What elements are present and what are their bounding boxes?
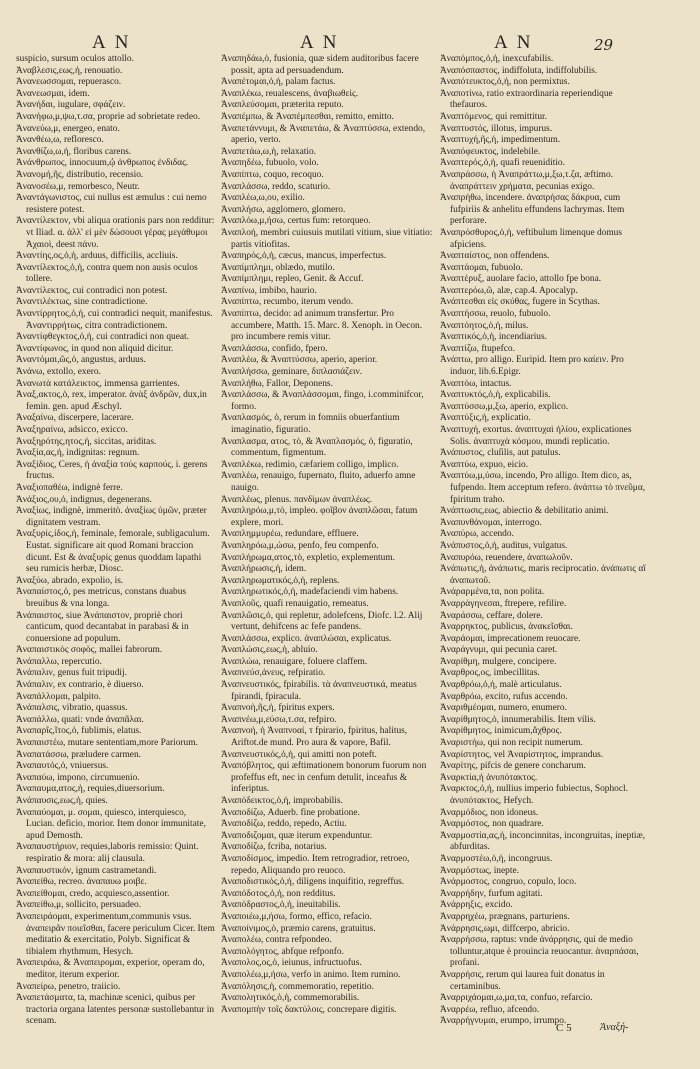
dictionary-entry: Ἀναπτερός,ὁ,ἡ, quafi reueniditio. xyxy=(440,158,565,169)
dictionary-entry: Ἀναπτυστός, illotus, impurus. xyxy=(440,123,553,134)
dictionary-entry: Ἀναπληρωματικός,ὁ,ἡ, replens. xyxy=(221,575,340,586)
dictionary-entry: Ἀναπαίστος,ὁ, pes metricus, constans duabus breuibus & vna longa. xyxy=(16,587,187,609)
dictionary-entry: Ἀναπαυστήριον, requies,laboris remissio: Quint. respiratio & mora: alij clausula. xyxy=(16,842,199,864)
dictionary-entry: Ἀναπηρός,ὁ,ἡ, cæcus, mancus, imperfectus. xyxy=(221,251,387,262)
dictionary-entry: Ἀναποίνιμος,ὁ, præmio carens, gratuitus. xyxy=(221,923,376,934)
dictionary-entry: Ἀναπνεύσ,ἀνευς, refpiratio. xyxy=(221,668,326,679)
dictionary-entry: Ἀναπρόσθυρος,ὁ,ἡ, veftibulum limenque domus afpiciens. xyxy=(440,227,622,250)
dictionary-entry: Ἀναπότευκτος,ὁ,ἡ, non permixtus. xyxy=(440,77,570,88)
dictionary-entry: Ἀναπλώω, renauigare, foluere claffem. xyxy=(221,656,368,667)
dictionary-entry: Ἀνάνθρωπος, innocuum,ᾧ ἀνθρωπος ἐνδιδας. xyxy=(16,158,189,169)
dictionary-entry: Ἀναπέμπω, & Ἀναπέμπεσθαι, remitto, emitto. xyxy=(221,111,394,122)
dictionary-entry: Ἀναρκτία,ἡ ἀνυπότακτος. xyxy=(440,772,538,783)
dictionary-entry: Ἀναντόμαι,ῶς,ὁ, angustus, arduus. xyxy=(16,355,146,366)
dictionary-entry: Ἀναπλάσσω, & Ἀναπλάσσομαι, fingo, i.comminifcor, formo. xyxy=(221,390,424,412)
dictionary-entry: Ἀναπνευστικός,ὁ,ἡ, qui amitti non poteft. xyxy=(221,749,377,760)
column-left xyxy=(16,54,216,1044)
dictionary-entry: Ἀναπλήσω, agglomero, glomero. xyxy=(221,204,346,215)
page-number: 29 xyxy=(594,36,614,54)
dictionary-entry: Ἀνάπτεσθαι εἰς σκύθας, fugere in Scythas. xyxy=(440,297,600,308)
dictionary-entry: Ἀναπάλλω, quati: vnde ἀναπᾶλαι. xyxy=(16,714,144,725)
dictionary-entry: Ἀνανεύω,μ, energeo, enato. xyxy=(16,123,120,134)
dictionary-entry: Ἀναντιλέκτως, sine contradictione. xyxy=(16,297,148,308)
catchword: Ἀναξή- xyxy=(600,1022,629,1033)
dictionary-entry: Ἀναπόδεικτος,ὁ,ἡ, improbabilis. xyxy=(221,796,343,806)
dictionary-entry: Ἀναρμόστος, non quadrare. xyxy=(440,819,544,830)
dictionary-entry: Ἀναπτόητος,ὁ,ἡ, milus. xyxy=(440,320,529,331)
dictionary-entry: suspicio, sursum oculos attollo. xyxy=(16,54,134,64)
dictionary-entry: Ἀναρμοστέω,ὁ,ἡ, incongruus. xyxy=(440,853,553,864)
dictionary-entry: Ἀναπτικός,ὁ,ἡ, incendiarius. xyxy=(440,332,547,343)
dictionary-entry: Ἀναρθρος,ος, imbecillitas. xyxy=(440,668,540,679)
dictionary-entry: Ἀνάπτω, pro alligo. Euripid. Item pro καίειν. Pro induor, lib.6.Epigr. xyxy=(440,355,624,378)
dictionary-entry: Ἀνάρρηξις, excido. xyxy=(440,900,513,911)
dictionary-entry: Ἀναποιέω,μ,ήσω, formo, effico, refacio. xyxy=(221,911,372,922)
dictionary-entry: Ἀναπτυκτός,ὁ,ἡ, explicabilis. xyxy=(440,390,551,401)
dictionary-entry: Ἀναξία,ας,ἡ, indignitas: regnum. xyxy=(16,448,140,459)
dictionary-entry: Ἀναρρηχέω, prægnans, parturiens. xyxy=(440,911,570,922)
dictionary-entry: Ἀναπτόμενος, qui remittitur. xyxy=(440,111,547,122)
dictionary-entry: Ἀναπλημμυρέω, redundare, effluere. xyxy=(221,529,359,540)
dictionary-entry: Ἀναντίλεκτος,ὁ,ἡ, contra quem non ausis oculos tollere. xyxy=(16,262,198,285)
dictionary-entry: Ἀναρρήδην, furfum agitati. xyxy=(440,888,543,899)
dictionary-entry: Ἀναπτέρυξ, auolare facio, attollo fpe bona. xyxy=(440,274,602,285)
dictionary-entry: Ἀναρίθμητος,ὁ, innumerabilis. Item vilis. xyxy=(440,714,596,725)
dictionary-entry: Ἀναπαρῖς,ῖτος,ὁ, fublimis, elatus. xyxy=(16,726,142,737)
dictionary-entry: Ἀναρριχάομαι,ω,μα,τα, confuo, refarcio. xyxy=(440,993,593,1004)
dictionary-entry: Ἀναπλῶσις,ὁ, qui repletur, adolefcens, Diofc. l.2. Alij vertunt, dehifcens ac fefe pandens. xyxy=(221,610,423,633)
dictionary-entry: Ἀναπλοῦς, quafi renauigatio, remeatus. xyxy=(221,598,369,609)
dictionary-entry: Ἀναπτίζω, ftupefco. xyxy=(440,343,515,354)
dictionary-entry: Ἀναπλήρωσις,ἡ, idem. xyxy=(221,564,307,575)
dictionary-entry: Ἀναπείρω, penetro, traiicio. xyxy=(16,981,121,992)
dictionary-entry: Ἀναπλάσσω, explico. ἀναπλώσαι, explicatus. xyxy=(221,633,392,644)
dictionary-entry: Ἀναπίπτω, recumbo, iterum vendo. xyxy=(221,297,354,308)
dictionary-entry: Ἀνάνω, extollo, exero. xyxy=(16,367,101,378)
running-head-center: AN xyxy=(300,32,346,53)
signature-mark: C 5 xyxy=(556,1022,572,1034)
dictionary-entry: Ἀνάραρμένα,τα, non polita. xyxy=(440,587,545,598)
dictionary-entry: Ἀναπλέως, plenus. πανδίμων ἀναπλέως. xyxy=(221,494,372,505)
dictionary-entry: Ἀναπληρόω,μ,τὸ, impleo. φοῖβον ἀναπλῶσαι, fatum explere, mori. xyxy=(221,506,418,528)
dictionary-entry: Ἀναπαυτός,ὁ, vniuersus. xyxy=(16,761,109,772)
dictionary-entry: Ἀναπυνθάνομαι, interrogo. xyxy=(440,517,542,528)
dictionary-entry: Ἀναξηραίνω, adsicco, exicco. xyxy=(16,425,128,435)
dictionary-entry: Ἀναπάλλομαι, palpito. xyxy=(16,691,101,702)
dictionary-entry: Ἀναπλάσσω, reddo, scaturio. xyxy=(221,181,331,192)
dictionary-entry: Ἀναρρήσσω, raptus: vnde ἀνάρρησις, qui de medio tolluntur,atque è prouincia reuocantur. ἀναρπάσαι, profani. xyxy=(440,935,639,969)
dictionary-entry: Ἀναπλήρωμα,ατος,τὸ, expletio, explementum. xyxy=(221,552,395,563)
dictionary-entry: Ἀνάξιος,ου,ὁ, indignus, degenerans. xyxy=(16,494,152,505)
dictionary-entry: Ἀναπτάομαι, fubuolo. xyxy=(440,262,523,273)
dictionary-entry: Ἀναπλοή, membri cuiusuis mutilati vitium, siue vitiatio: partis vitiofitas. xyxy=(221,227,433,250)
dictionary-entry: Ἀνανεωσμαι, idem. xyxy=(16,88,90,99)
dictionary-entry: Ἀναποτίνω, ratio extraordinaria reperiendique thefauros. xyxy=(440,88,613,111)
dictionary-entry: Ἀναντίφωνος, in quod non aliquid dicitur. xyxy=(16,343,174,354)
dictionary-entry: Ἀναπέτομαι,ὁ,ἡ, palam factus. xyxy=(221,77,336,88)
dictionary-entry: Ἀναπτύσσω,μ,ξω, aperio, explico. xyxy=(440,401,569,412)
dictionary-entry: Ἀναποδίσμος, impedio. Item retrogradior, retroeo, repedo, Aliquando pro reuoco. xyxy=(221,853,410,876)
dictionary-entry: Ἀναρθρόω,ὁ,ἡ, malè articulatus. xyxy=(440,680,562,691)
dictionary-entry: Ἀνανεωσσομαι, repuerasco. xyxy=(16,77,122,88)
dictionary-entry: Ἀναπίμπλημι, oblædo, mutilo. xyxy=(221,262,335,273)
dictionary-entry: Ἀναπολος,ος,ὁ, ieiunus, infructuofus. xyxy=(221,958,362,969)
dictionary-entry: Ἀναριθμέομαι, numero, enumero. xyxy=(440,703,567,714)
dictionary-entry: Ἀναπόφευκτος, indelebile. xyxy=(440,146,541,157)
dictionary-entry: Ἀνάπαλιν, genus fuit tripudij. xyxy=(16,668,127,679)
dictionary-entry: Ἀναπετάω,ω,ἡ, relaxatio. xyxy=(221,146,317,157)
dictionary-entry: Ἀνανήφω,μ,ψω,τ.σα, proprie ad sobrietate redeo. xyxy=(16,111,201,122)
dictionary-entry: Ἀναπτυχή,ῆς,ἡ, impedimentum. xyxy=(440,135,561,146)
dictionary-entry: Ἀναπόδοτος,ὁ,ἡ, non redditus. xyxy=(221,888,336,899)
dictionary-entry: Ἀνανοσέω,μ, remorbesco, Neutr. xyxy=(16,181,140,192)
dictionary-entry: Ἀναπνέω,μ,εύσω,τ.σα, refpiro. xyxy=(221,714,337,725)
dictionary-entry: Ἀναποδίζω, fcriba, notarius. xyxy=(221,842,327,853)
dictionary-entry: Ἀναπλέω,ω,ου, exilio. xyxy=(221,193,305,204)
dictionary-entry: Ἀνάπαλλω, repercutio. xyxy=(16,656,102,667)
dictionary-entry: Ἀνανωτὰ κατάλεικτος, immensa garrientes. xyxy=(16,378,180,389)
dictionary-entry: Ἀναρμόδιος, non idoneus. xyxy=(440,807,539,818)
dictionary-entry: Ἀναξιοπαθέω, indignè ferre. xyxy=(16,482,123,493)
dictionary-entry: Ἀναπαυστικόν, ignum castrametandi. xyxy=(16,865,157,876)
dictionary-entry: Ἀνάπυστος,ὁ,ἡ, auditus, vulgatus. xyxy=(440,540,568,551)
dictionary-entry: Ἀναπετάννυμι, & Ἀναπετάω, & Ἀναπτύσσω, extendo, aperio, verto. xyxy=(221,123,426,146)
dictionary-entry: Ἀνανομή,ῆς, distributio, recensio. xyxy=(16,169,144,180)
dictionary-entry: Ἀναντάγωνιστος, cui nullus est æmulus : cui nemo resistere potest. xyxy=(16,193,207,215)
dictionary-entry: Ἀναπτήσσω, reuolo, fubuolo. xyxy=(440,309,551,320)
dictionary-entry: Ἀναξύω, abrado, expolio, is. xyxy=(16,575,124,586)
dictionary-entry: Ἀναρθρόω, excito, rufus accendo. xyxy=(440,691,568,702)
dictionary-entry: Ἀναπύρω, accendo. xyxy=(440,529,514,540)
dictionary-entry: Ἀναξίως, indignè, immeritò. ἀναξίως ὑμῶν, præter dignitatem vestram. xyxy=(16,506,207,528)
dictionary-entry: Ἀναρίθμη, mulgere, concipere. xyxy=(440,656,557,667)
dictionary-entry: Ἀναπλήθω, Fallor, Deponens. xyxy=(221,378,333,389)
dictionary-entry: Ἀναπυρόω, reuendere, ἀναπωλοῦν. xyxy=(440,552,573,563)
dictionary-entry: Ἀναξηρότης,ητος,ἡ, siccitas, ariditas. xyxy=(16,436,157,447)
dictionary-entry: Ἀναπτόω, intactus. xyxy=(440,378,512,389)
dictionary-entry: Ἀναράσσω, ceffare, dolere. xyxy=(440,610,543,621)
dictionary-entry: Ἀναράγνυμι, qui pecunia caret. xyxy=(440,645,558,656)
dictionary-entry: Ἀναπαυμα,ατος,ἡ, requies,diuersorium. xyxy=(16,784,165,795)
dictionary-entry: Ἀναπτερόω,ῶ, alæ, cap.4. Apocalyp. xyxy=(440,285,578,296)
dictionary-entry: Ἀναπλασμα, ατος, τὸ, & Ἀναπλασμός, ὁ, figuratio, commentum, figmentum. xyxy=(221,436,413,459)
dictionary-entry: Ἀναπαύομαι, μ. σομαι, quiesco, interquiesco, Lucian. deficio, morior. Item donor immunitate, apud Demosth. xyxy=(16,807,206,841)
dictionary-entry: Ἀναπταίστος, non offendens. xyxy=(440,251,550,262)
dictionary-entry: Ἀναρίστητος, vel Ἀναρίστητος, imprandus. xyxy=(440,749,604,760)
dictionary-entry: Ἀνάρρησις,ωμι, diffcerpo, abricio. xyxy=(440,923,570,934)
dictionary-entry: Ἀναπόδραστος,ὁ,ἡ, ineuitabilis. xyxy=(221,900,341,911)
dictionary-entry: Ἀναπίπτω, coquo, recoquo. xyxy=(221,169,324,180)
dictionary-entry: Ἀναρκτος,ὁ,ἡ, nullius imperio fubiectus, Sophocl. ἀνυπότακτος, Hefych. xyxy=(440,784,628,806)
dictionary-entry: Ἀναβλεσις,εως,ἡ, renouatio. xyxy=(16,65,123,76)
dictionary-entry: Ἀνάπαυσις,εως,ἡ, quies. xyxy=(16,796,108,806)
dictionary-entry: Ἀναξαίνω, discerpere, lacerare. xyxy=(16,413,134,424)
dictionary-entry: Ἀναπίνω, imbibo, haurio. xyxy=(221,285,317,296)
page-footer xyxy=(0,1022,700,1042)
dictionary-entry: Ἀναπατάσσω, præludere carmen. xyxy=(16,749,141,760)
dictionary-entry: Ἀναπλάσσω, confido, fpero. xyxy=(221,343,328,354)
dictionary-entry: Ἀναξίδιος, Ceres, ἡ ἀναξία τούς καρπούς, i. gerens fructus. xyxy=(16,459,208,482)
dictionary-entry: Ἀναπηδάω,ὁ, fusionia, quæ sidem auditoribus facere possit, apta ad persuadendum. xyxy=(221,54,419,76)
dictionary-entry: Ἀναπτυχή, exortus. ἀναπτυχαὶ ἡλίου, explicationes Solis. ἀναπτυχὰ κόσμου, mundi replicatio. xyxy=(440,425,632,447)
dictionary-entry: Ἀναρίθμητος, inimicum,ἄχθρος. xyxy=(440,726,562,737)
dictionary-entry: Ἀνάπαλσις, vibratio, quassus. xyxy=(16,703,128,714)
dictionary-entry: Ἀναπίμπλημι, repleo, Genit. & Accuf. xyxy=(221,274,364,285)
dictionary-entry: Ἀναρράγηνεσαι, ftrepere, refilire. xyxy=(440,598,567,609)
dictionary-entry: Ἀναπλασμός, ὁ, rerum in fomniis obuerfantium imaginatio, figuratio. xyxy=(221,413,400,435)
column-middle xyxy=(221,54,433,1044)
dictionary-entry: Ἀναπλέκω, redimio, cæfariem colligo, implico. xyxy=(221,459,399,470)
dictionary-entry: Ἀναπλέκω, reualescens, ἀναβιωθεὶς. xyxy=(221,88,359,99)
dictionary-entry: Ἀναράομαι, imprecationem reuocare. xyxy=(440,633,581,644)
dictionary-entry: Ἀνανθέω,ω, refloresco. xyxy=(16,135,104,146)
dictionary-entry: Ἀναπειράομαι, experimentum,communis vsus. ἀναπειρᾶν ποιεῖσθαι, facere periculum Cicer. Item meditatio & exercitatio, Polyb. Significat & tibialem rhythmum, Hesych. xyxy=(16,911,215,957)
dictionary-entry: Ἀναντίρρητος,ὁ,ἡ, cui contradici nequit, manifestus. Ἀναντιρρήτως, citra contradictionem. xyxy=(16,309,213,331)
dictionary-entry: Ἀναπτύω, expuo, eicio. xyxy=(440,459,529,470)
dictionary-entry: Ἀναπαιστικὸς σοφὸς, mallei fabrorum. xyxy=(16,645,163,656)
dictionary-entry: Ἀναπληρόω,μ,ώσω, penfo, feu compenfo. xyxy=(221,540,379,551)
dictionary-entry: Ἀναποδιζομαι, quæ iterum expenduntur. xyxy=(221,830,373,841)
dictionary-columns xyxy=(16,54,688,1044)
dictionary-entry: Ἀναξ,ακτος,ὁ, rex, imperator. ἀνὰξ ἀνδρῶν, dux,in femin. gen. apud Æschyl. xyxy=(16,390,207,412)
running-head-right: AN xyxy=(494,32,540,53)
dictionary-entry: Ἀναπλέω, renauigo, fupernato, fluito, aduerfo amne nauigo. xyxy=(221,471,416,493)
dictionary-entry: Ἀναπλέω, & Ἀναπτύσσω, aperio, aperior. xyxy=(221,355,378,366)
dictionary-entry: Ἀναπαύω, impono, circumuenio. xyxy=(16,772,140,783)
dictionary-entry: Ἀναπολόγητος, abfque refponfo. xyxy=(221,946,344,957)
dictionary-entry: Ἀναρμόστως, inepte. xyxy=(440,865,519,876)
dictionary-entry: Ἀναπτύξις,ἡ, explicatio. xyxy=(440,413,531,424)
dictionary-entry: Ἀναπληρωτικός,ὁ,ἡ, madefaciendi vim habens. xyxy=(221,587,399,598)
dictionary-entry: Ἀναπείθω, recreo. ἀναπαυω μοιβε. xyxy=(16,877,147,888)
dictionary-entry: Ἀναπετάσματα, ta, machinæ scenici, quibus per tractoria organa latentes personæ sustollebantur in scenam. xyxy=(16,993,215,1027)
dictionary-entry: Ἀναπαιστέω, mutare sententiam,more Pariorum. xyxy=(16,738,198,749)
dictionary-entry: Ἀναπράσσω, ἡ Ἀναπράττω,μ,ξω,τ.ζα, æftimo. ἀναπράττειν χρήματα, pecunias exigo. xyxy=(440,169,613,192)
dictionary-entry: Ἀναρμοστία,ας,ἡ, inconcinnitas, incongruitas, ineptiæ, abfurditas. xyxy=(440,830,646,853)
dictionary-entry: Ἀναπνευστικός, fpirabilis. τὰ ἀναπνευστικά, meatus fpirandi, fpiracula. xyxy=(221,680,417,702)
dictionary-entry: Ἀναπλώσις,εως,ἡ, abluio. xyxy=(221,645,318,656)
dictionary-entry: Ἀναπομπὴν τοῖς δακτύλοις, concrepare digitis. xyxy=(221,1004,397,1015)
running-head xyxy=(0,32,700,56)
dictionary-entry: Ἀνάπαλιν, ex contrario, è diuerso. xyxy=(16,680,144,691)
dictionary-entry: Ἀνάρμοστος, congruo, copulo, loco. xyxy=(440,877,577,888)
dictionary-entry: Ἀναρρήσις, rerum qui laurea fuit donatus in certaminibus. xyxy=(440,969,605,992)
dictionary-entry: Ἀναντίης,ος,ὁ,ἡ, arduus, difficilis, accliuis. xyxy=(16,251,178,262)
dictionary-entry: Ἀναριστήω, qui non recipit numerum. xyxy=(440,738,583,749)
dictionary-entry: Ἀναποδιστικός,ὁ,ἡ, diligens inquifitio, regreffus. xyxy=(221,877,405,888)
dictionary-entry: Ἀναποδίζω, Aduerb. fine probatione. xyxy=(221,807,360,818)
running-head-left: AN xyxy=(92,32,138,53)
dictionary-entry: Ἀνάπτωσις,εως, abiectio & debilitatio animi. xyxy=(440,506,609,517)
dictionary-entry: Ἀναπλόω,μ,ήσω, certus fum: retorqueo. xyxy=(221,216,371,227)
column-right xyxy=(440,54,650,1044)
dictionary-entry: Ἀνάπυστος, cluſilis, aut patulus. xyxy=(440,448,561,459)
dictionary-entry: Ἀναπνοὴ,ῆς,ἡ, fpiritus expers. xyxy=(221,703,335,714)
dictionary-entry: Ἀναπίπτω, decido: ad animum transfertur. Pro accumbere, Matth. 15. Marc. 8. Xenoph. in Oecon. pro incumbere remis vitur. xyxy=(221,309,423,343)
dictionary-entry: Ἀναπειράω, & Ἀναπειρομαι, experior, operam do, meditor, iterum experior. xyxy=(16,958,205,980)
dictionary-entry: Ἀναπρήθω, incendere. ἀναπρήσας δάκρυα, cum fufpiriis & anhelitu effundens lachrymas. Item perforare. xyxy=(440,193,625,227)
dictionary-entry: Ἀναντίφθεγκτος,ὁ,ἡ, cui contradici non queat. xyxy=(16,332,189,343)
dictionary-entry: Ἀνανθίζω,ω,ἡ, floribus carens. xyxy=(16,146,132,157)
dictionary-entry: Ἀναπολέω,μ,ήσω, verfo in animo. Item rumino. xyxy=(221,969,401,980)
dictionary-entry: Ἀναπείθομαι, credo, acquiesco,assentior. xyxy=(16,888,170,899)
dictionary-entry: Ἀναποδίζω, reddo, repedo, Actiu. xyxy=(221,819,347,830)
dictionary-entry: Ἀναπτύω,μ,ύσω, incendo, Pro alligo. Item dico, as, fufpendo. Item acceptum refero. ἀνάπτω τὸ πνεῦμα, fpiritum traho. xyxy=(440,471,646,505)
dictionary-entry: Ἀνάπωτις,ἡ, ἀνάπωτις, maris reciprocatio. ἀνάπωτις αἵ ἀναπωτοῦ. xyxy=(440,564,646,586)
dictionary-entry: Ἀναπόμπος,ὁ,ἡ, inexcufabilis. xyxy=(440,54,554,64)
dictionary-entry: Ἀναπείθω,μ, sollicito, persuadeo. xyxy=(16,900,142,911)
dictionary-entry: Ἀναρίτης, pifcis de genere concharum. xyxy=(440,761,586,772)
dictionary-entry: Ἀναπόσπαστος, indiffoluta, indiffolubilis. xyxy=(440,65,598,76)
dictionary-entry: Ἀνανήδαι, iugulare, σφάζειν. xyxy=(16,100,126,111)
dictionary-entry: Ἀναπνοή, ἡ Ἀναπνοαί, τ fpirario, fpiritus, halitus, Ariftot.de mund. Pro aura & vapore, Bafil. xyxy=(221,726,408,749)
dictionary-entry: Ἀναπηδέω, fubuolo, volo. xyxy=(221,158,319,169)
dictionary-entry: Ἀναπόβλητος, qui æftimationem bonorum fuorum non profeffus eft, nec in cenfum detulit, inceafus & inferiptus. xyxy=(221,761,427,795)
dictionary-entry: Ἀναρρέω, refluo, afcendo. xyxy=(440,1004,540,1015)
dictionary-entry: Ἀναξυρίς,ίδος,ἡ, feminale, femorale, subligaculum. Eustat. significare ait quod Romani braccion dicunt. Est & ἀναξυρίς genus quoddam lapathi seu rumicis herbæ, Diosc. xyxy=(16,529,210,575)
dictionary-entry: Ἀνάπαιστος, siue Ἀνάπαιστον, propriè chori canticum, quod decantabat in parabasi & in conuersione ad populum. xyxy=(16,610,189,644)
dictionary-entry: Ἀναπολέω, contra refpondeo. xyxy=(221,935,332,946)
dictionary-entry: Ἀναντίλεκτος, cui contradici non potest. xyxy=(16,285,168,296)
dictionary-entry: Ἀναρρήγνυμαι, erumpo, irrumpo. xyxy=(440,1016,567,1027)
dictionary-entry: Ἀναπλήσσω, geminare, διπλασιάζειν. xyxy=(221,367,363,378)
dictionary-entry: Ἀναπλεύσομαι, præterita reputo. xyxy=(221,100,344,111)
dictionary-entry: Ἀναπόλησις,ἡ, commemoratio, repetitio. xyxy=(221,981,374,992)
dictionary-entry: Ἀναρρηκτος, publicus, ἀνακεῖσθαι. xyxy=(440,622,573,633)
dictionary-entry: Ἀναντίλεκτον, vbi aliqua orationis pars non redditur: vt Iliad. α. ἀλλ' εἰ μὲν δώσουσι γέρας μεγάθυμοι Ἀχαιοὶ, deest πάνυ. xyxy=(16,216,215,250)
dictionary-entry: Ἀναπολητικός,ὁ,ἡ, commemorabilis. xyxy=(221,993,360,1004)
